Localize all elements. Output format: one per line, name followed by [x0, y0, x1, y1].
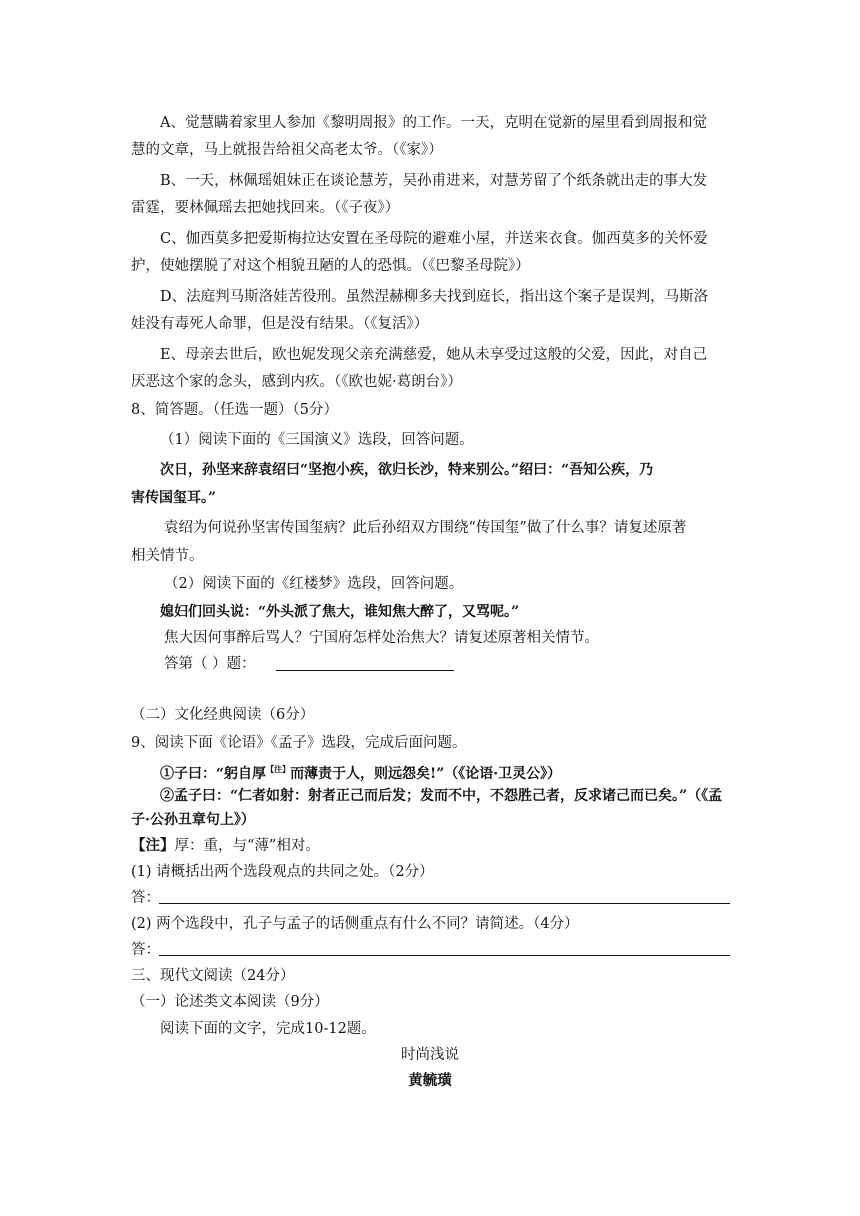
section3-instruction: 阅读下面的文字，完成10-12题。 [160, 1021, 376, 1037]
option-a-line2: 慧的文章，马上就报告给祖父高老太爷。（《家》） [131, 142, 443, 158]
option-e-line2: 厌恶这个家的念头，感到内疚。（《欧也妮·葛朗台》） [131, 374, 462, 390]
q9-answer1-label: 答： [131, 890, 160, 906]
q9-quote1-part-a: ①子曰：“躬自厚 [160, 766, 267, 782]
q8-answer-prompt: 答第（ ）题： [164, 656, 256, 672]
q9-note-marker: 【注】 [266, 764, 291, 774]
option-c-line1: C、伽西莫多把爱斯梅拉达安置在圣母院的避难小屋，并送来衣食。伽西莫多的关怀爱 [160, 231, 708, 247]
q8-quote1-line1: 次日，孙坚来辞袁绍曰“坚抱小疾，欲归长沙，特来别公。”绍曰：“吾知公疾，乃 [160, 462, 654, 478]
q9-title: 9、阅读下面《论语》《孟子》选段，完成后面问题。 [131, 735, 467, 751]
section2-title: （二）文化经典阅读（6分） [131, 707, 315, 723]
q8-sub2: （2）阅读下面的《红楼梦》选段，回答问题。 [164, 576, 464, 592]
q9-note [131, 836, 320, 856]
section3-title: 三、现代文阅读（24分） [131, 968, 295, 984]
q9-note-text: 厚：重，与“薄”相对。 [174, 838, 320, 854]
q8-ask1-line1: 袁绍为何说孙坚害传国玺病？此后孙绍双方围绕“传国玺”做了什么事？请复述原著 [164, 520, 687, 536]
q9-sub1: (1) 请概括出两个选段观点的共同之处。（2分） [131, 864, 434, 880]
q8-ask2: 焦大因何事醉后骂人？宁国府怎样处治焦大？请复述原著相关情节。 [164, 630, 599, 646]
q8-quote2: 媳妇们回头说：“外头派了焦大，谁知焦大醉了，又骂呢。” [160, 604, 520, 620]
q9-note-label: 【注】 [131, 837, 175, 854]
option-b-line2: 雷霆，要林佩瑶去把她找回来。（《子夜》） [131, 200, 400, 216]
option-c-line2: 护，使她摆脱了对这个相貌丑陋的人的恐惧。（《巴黎圣母院》） [131, 258, 530, 274]
q8-quote1-line2: 害传国玺耳。” [131, 490, 217, 506]
q9-answer2-label: 答： [131, 942, 160, 958]
article-title: 时尚浅说 [401, 1047, 459, 1063]
option-a-line1: A、觉慧瞒着家里人参加《黎明周报》的工作。一天，克明在觉新的屋里看到周报和觉 [160, 115, 707, 131]
q9-answer1-line[interactable] [159, 903, 730, 904]
q9-sub2: (2) 两个选段中，孔子与孟子的话侧重点有什么不同？请简述。（4分） [131, 916, 579, 932]
option-d-line2: 娃没有毒死人命罪，但是没有结果。（《复活》） [131, 316, 429, 332]
q9-quote1 [160, 759, 561, 784]
option-e-line1: E、母亲去世后，欧也妮发现父亲充满慈爱，她从未享受过这般的父爱，因此，对自己 [160, 347, 708, 363]
article-author: 黄毓璜 [408, 1072, 452, 1089]
q9-quote2-line2: 子·公孙丑章句上》） [131, 812, 255, 828]
q9-quote2-line1: ②孟子曰：“仁者如射：射者正己而后发；发而不中，不怨胜己者，反求诸己而已矣。”（《孟 [160, 788, 723, 804]
q9-answer2-line[interactable] [159, 955, 730, 956]
q8-sub1: （1）阅读下面的《三国演义》选段，回答问题。 [160, 432, 474, 448]
q8-ask1-line2: 相关情节。 [131, 548, 204, 564]
q8-answer-line[interactable] [276, 670, 454, 671]
q9-quote1-part-b: 而薄责于人，则远怨矣!”（《论语·卫灵公》） [290, 766, 562, 782]
q8-title: 8、简答题。（任选一题）（5分） [131, 402, 338, 418]
section3-subtitle: （一）论述类文本阅读（9分） [131, 994, 329, 1010]
option-b-line1: B、一天，林佩瑶姐妹正在谈论慧芳，吴孙甫进来，对慧芳留了个纸条就出走的事大发 [160, 173, 708, 189]
option-d-line1: D、法庭判马斯洛娃苦役刑。虽然涅赫柳多夫找到庭长，指出这个案子是误判，马斯洛 [160, 289, 709, 305]
